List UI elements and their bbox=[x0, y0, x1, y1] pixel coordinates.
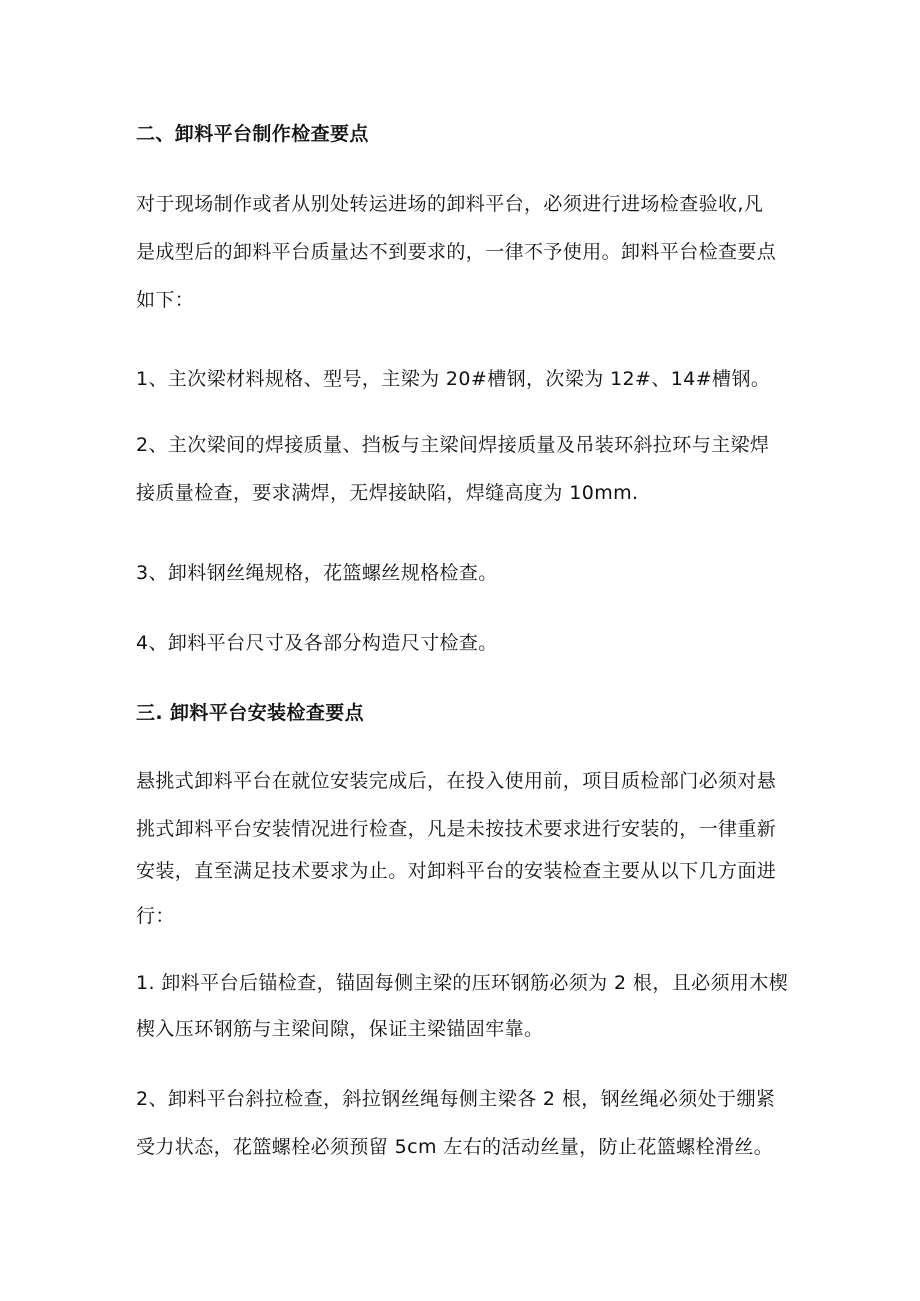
section-2-intro-line: 是成型后的卸料平台质量达不到要求的，一律不予使用。卸料平台检查要点 bbox=[136, 241, 777, 263]
section-2-item-3: 3、卸料钢丝绳规格，花篮螺丝规格检查。 bbox=[136, 562, 498, 584]
section-2-heading: 二、卸料平台制作检查要点 bbox=[136, 123, 369, 145]
section-3-heading: 三. 卸料平台安装检查要点 bbox=[136, 702, 365, 724]
section-2-item-2-cont: 接质量检查，要求满焊，无焊接缺陷，焊缝高度为 10mm. bbox=[136, 482, 639, 504]
section-2-item-2: 2、主次梁间的焊接质量、挡板与主梁间焊接质量及吊装环斜拉环与主梁焊 bbox=[136, 434, 770, 456]
section-3-item-2: 2、卸料平台斜拉检查，斜拉钢丝绳每侧主梁各 2 根，钢丝绳必须处于绷紧 bbox=[136, 1088, 776, 1110]
section-3-item-2-cont: 受力状态，花篮螺栓必须预留 5cm 左右的活动丝量，防止花篮螺栓滑丝。 bbox=[136, 1136, 774, 1158]
section-3-intro-line: 挑式卸料平台安装情况进行检查，凡是未按技术要求进行安装的，一律重新 bbox=[136, 818, 777, 840]
section-2-item-1: 1、主次梁材料规格、型号，主梁为 20#槽钢，次梁为 12#、14#槽钢。 bbox=[136, 368, 771, 390]
section-3-intro-line: 行： bbox=[136, 905, 175, 927]
section-3-intro-line: 悬挑式卸料平台在就位安装完成后，在投入使用前，项目质检部门必须对悬 bbox=[136, 770, 777, 792]
section-2-intro-line: 如下： bbox=[136, 289, 195, 311]
section-2-intro-line: 对于现场制作或者从别处转运进场的卸料平台，必须进行进场检查验收,凡 bbox=[136, 193, 764, 215]
section-3-item-1: 1. 卸料平台后锚检查，锚固每侧主梁的压环钢筋必须为 2 根，且必须用木楔 bbox=[136, 972, 789, 994]
section-3-item-1-cont: 楔入压环钢筋与主梁间隙，保证主梁锚固牢靠。 bbox=[136, 1018, 544, 1040]
section-3-intro-line: 安装，直至满足技术要求为止。对卸料平台的安装检查主要从以下几方面进 bbox=[136, 860, 777, 882]
section-2-item-4: 4、卸料平台尺寸及各部分构造尺寸检查。 bbox=[136, 632, 498, 654]
